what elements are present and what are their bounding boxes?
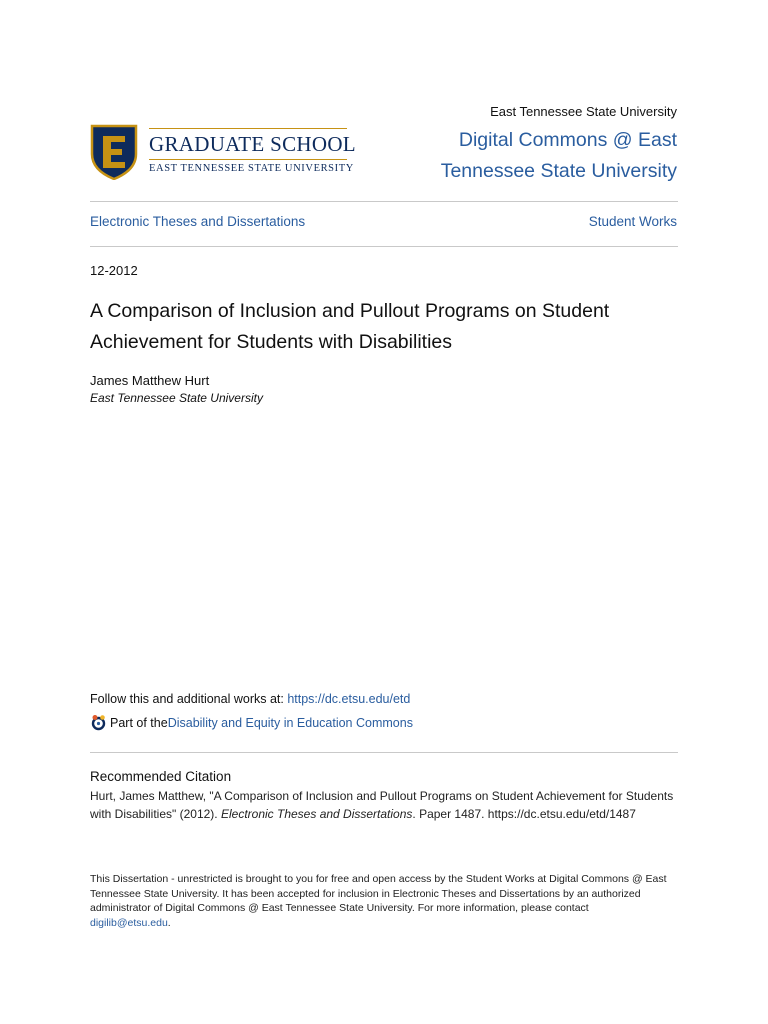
contact-email-link[interactable]: digilib@etsu.edu — [90, 916, 168, 929]
citation-part: Hurt, James Matthew, "A Comparison of Inclusion and Pullout Programs on Student Achievement for Students with Disabilities" (2012). — [90, 789, 674, 821]
follow-line — [90, 692, 410, 706]
institution-label: East Tennessee State University — [490, 104, 677, 119]
citation-series: Electronic Theses and Dissertations — [220, 806, 413, 821]
logo-rule-top — [149, 128, 347, 129]
etd-collection-link[interactable]: https://dc.etsu.edu/etd — [287, 692, 411, 706]
logo-title: GRADUATE SCHOOL — [149, 132, 356, 156]
part-of-prefix: Part of the — [110, 715, 168, 730]
author-affiliation: East Tennessee State University — [90, 391, 263, 405]
access-notice — [90, 872, 670, 930]
divider — [90, 201, 678, 202]
commons-link[interactable]: Disability and Equity in Education Commons — [167, 715, 413, 730]
citation-text — [90, 788, 680, 823]
notice-text: This Dissertation - unrestricted is brought to you for free and open access by the Student Works at Digital Commons @ East Tennessee State University. It has been accepted for inclusion in Electronic Theses and Dissertations by an authorized administrator of Digital Commons @ East Tennessee State University. For more information, please contact — [90, 873, 667, 915]
repository-link[interactable]: Digital Commons @ East Tennessee State University — [440, 129, 677, 182]
breadcrumb-collection-link[interactable]: Electronic Theses and Dissertations — [90, 214, 306, 229]
divider — [90, 752, 678, 753]
document-title: A Comparison of Inclusion and Pullout Programs on Student Achievement for Students with Disabilities — [90, 300, 610, 353]
divider — [90, 246, 678, 247]
follow-prefix: Follow this and additional works at: — [90, 692, 288, 706]
network-commons-icon — [90, 714, 107, 731]
citation-heading: Recommended Citation — [90, 769, 232, 784]
logo-rule — [149, 159, 347, 160]
author-name: James Matthew Hurt — [90, 373, 210, 388]
etsu-shield-icon — [90, 124, 138, 180]
graduate-school-logo — [90, 124, 356, 182]
notice-end: . — [167, 916, 171, 929]
part-of-line — [90, 714, 413, 731]
citation-part: . Paper 1487. https://dc.etsu.edu/etd/1487 — [412, 806, 636, 821]
publication-date: 12-2012 — [90, 263, 138, 278]
logo-subtitle: EAST TENNESSEE STATE UNIVERSITY — [149, 163, 354, 174]
breadcrumb-parent-link[interactable]: Student Works — [588, 214, 677, 229]
